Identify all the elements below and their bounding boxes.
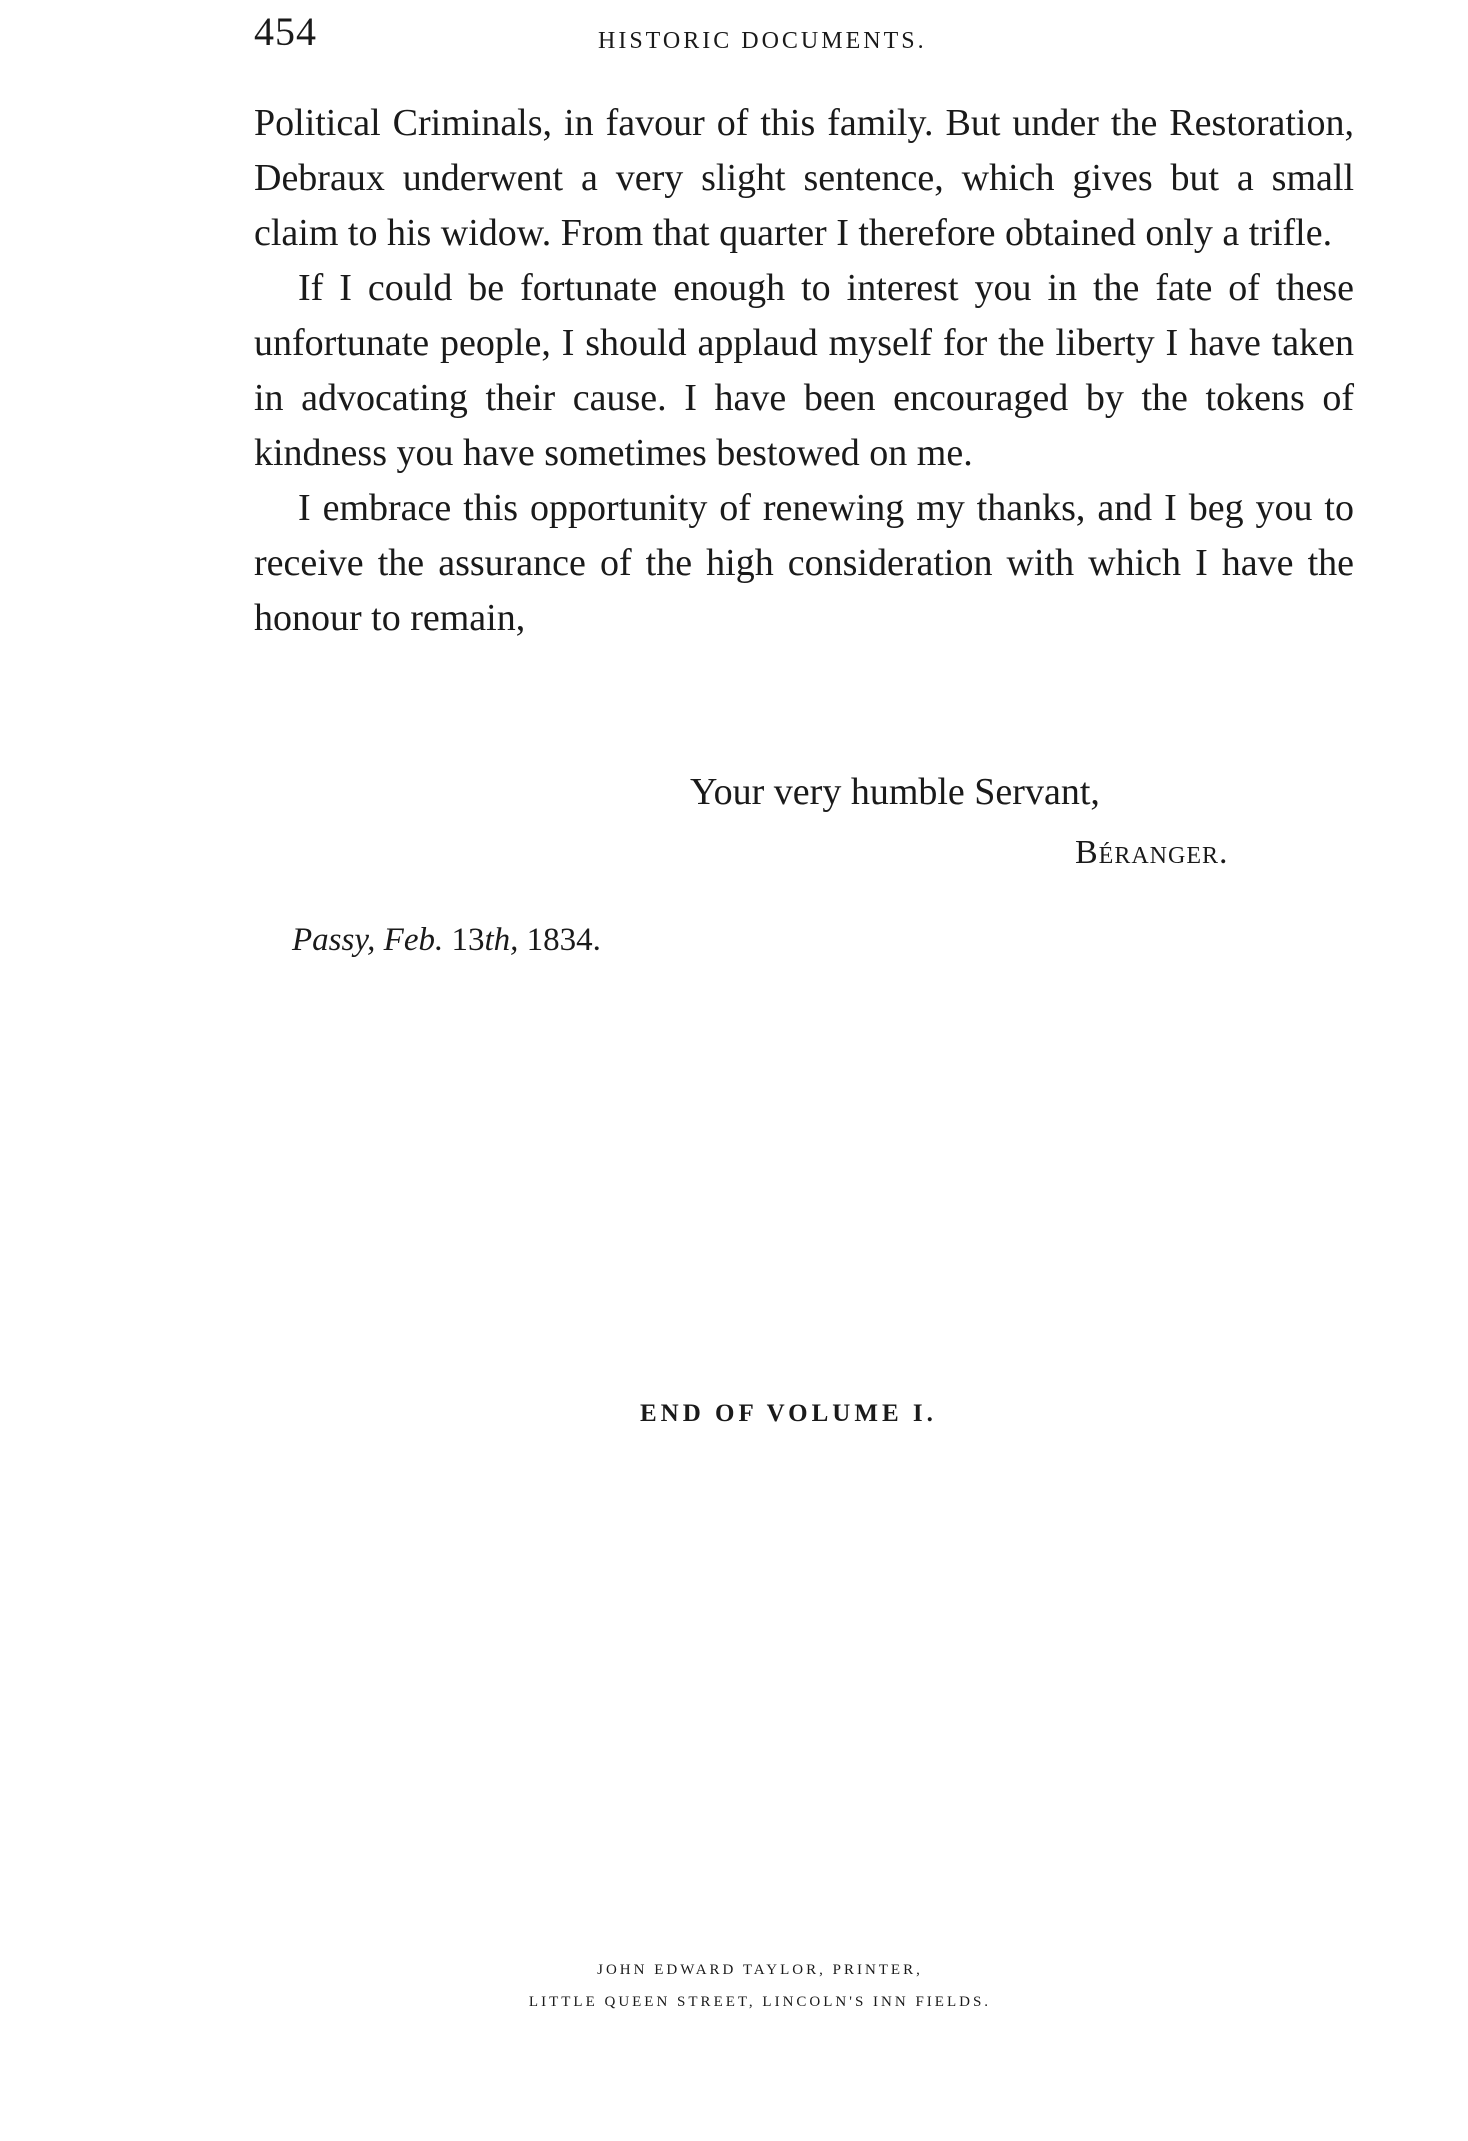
- printer-imprint-line-2: LITTLE QUEEN STREET, LINCOLN'S INN FIELDS.: [528, 1994, 992, 2010]
- dateline-day-number: 13: [451, 922, 485, 958]
- dateline-day-suffix: th,: [484, 922, 519, 958]
- paragraph-1: Political Criminals, in favour of this family. But under the Restoration, Debraux underwent a very slight sentence, which gives but a small claim to his widow. From that quarter I therefore obtained only a trifle.: [254, 102, 1354, 254]
- printer-imprint-line-1: JOHN EDWARD TAYLOR, PRINTER,: [597, 1962, 923, 1978]
- end-of-volume-note: END OF VOLUME I.: [640, 1400, 937, 1427]
- letter-body: [254, 96, 1354, 646]
- paragraph-2: If I could be fortunate enough to interest you in the fate of these unfortunate people, I should applaud myself for the liberty I have taken in advocating their cause. I have been encouraged by the tokens of kindness you have sometimes bestowed on me.: [254, 267, 1354, 474]
- letter-closing: Your very humble Servant,: [690, 771, 1100, 813]
- dateline-place: Passy,: [292, 922, 376, 958]
- signature: Béranger.: [1075, 834, 1229, 871]
- page-header: [254, 8, 1354, 68]
- dateline-day: [451, 922, 518, 958]
- paragraph-3: I embrace this opportunity of renewing my thanks, and I beg you to receive the assurance of the high consideration with which I have the honour to remain,: [254, 487, 1354, 639]
- dateline: [292, 922, 601, 959]
- dateline-year: 1834.: [526, 922, 601, 958]
- page-number: 454: [254, 9, 317, 54]
- running-head: HISTORIC DOCUMENTS.: [598, 28, 927, 54]
- dateline-month: Feb.: [383, 922, 444, 958]
